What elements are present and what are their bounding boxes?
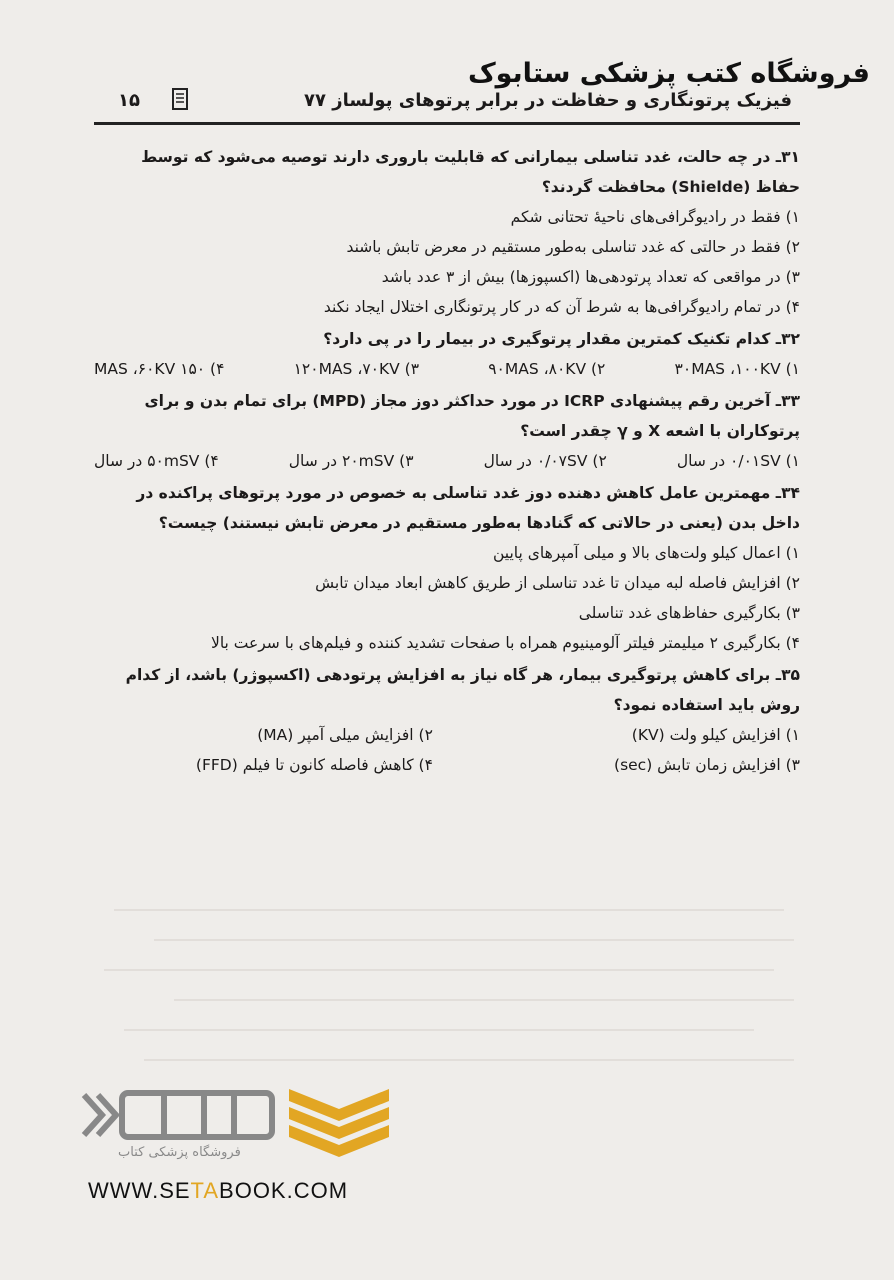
q33-options-row bbox=[94, 446, 800, 476]
question-33: ۳۳ـ آخرین رقم پیشنهادی ICRP در مورد حداکثر دوز مجاز (MPD) برای تمام بدن و برای پرتوکاران با اشعه X و γ چقدر است؟ bbox=[144, 392, 800, 440]
website-url-suffix: BOOK.COM bbox=[219, 1178, 349, 1203]
website-url-accent: TA bbox=[190, 1178, 220, 1203]
q32-option-4: ۴) ۱۵۰ MAS ،۶۰KV bbox=[94, 360, 225, 378]
question-32: ۳۲ـ کدام تکنیک کمترین مقدار پرتوگیری در بیمار را در پی دارد؟ bbox=[323, 330, 800, 348]
q32-option-2: ۲) ۹۰MAS ،۸۰KV bbox=[488, 360, 606, 378]
question-35: ۳۵ـ برای کاهش پرتوگیری بیمار، هر گاه نیاز به افزایش پرتودهی (اکسپوژر) باشد، از کدام روش باید استفاده نمود؟ bbox=[125, 666, 800, 714]
q33-option-1: ۱) ۰/۰۱SV در سال bbox=[676, 452, 800, 470]
q31-option-1: ۱) فقط در رادیوگرافی‌های ناحیهٔ تحتانی شکم bbox=[510, 208, 800, 226]
q31-option-3: ۳) در مواقعی که تعداد پرتودهی‌ها (اکسپوزها) بیش از ۳ عدد باشد bbox=[381, 268, 800, 286]
page-header bbox=[94, 84, 800, 125]
website-url bbox=[88, 1178, 348, 1204]
q34-option-3: ۳) بکارگیری حفاظ‌های غدد تناسلی bbox=[578, 604, 800, 622]
q33-option-3: ۳) ۲۰mSV در سال bbox=[288, 452, 414, 470]
q35-option-3: ۳) افزایش زمان تابش (sec) bbox=[614, 756, 800, 774]
question-34: ۳۴ـ مهمترین عامل کاهش دهنده دوز غدد تناسلی به خصوص در مورد پرتوهای پراکنده در داخل بدن (یعنی در حالاتی که گنادها به‌طور مستقیم در معرض تابش نیستند) چیست؟ bbox=[136, 484, 800, 532]
q31-option-2: ۲) فقط در حالتی که غدد تناسلی به‌طور مستقیم در معرض تابش باشند bbox=[346, 238, 800, 256]
question-31: ۳۱ـ در چه حالت، غدد تناسلی بیمارانی که قابلیت باروری دارند توصیه می‌شود که توسط حفاظ (Shielde) محافظت گردند؟ bbox=[141, 148, 800, 196]
q33-option-4: ۴) ۵۰mSV در سال bbox=[94, 452, 219, 470]
bleed-through-lines bbox=[94, 900, 800, 1080]
q35-option-1: ۱) افزایش کیلو ولت (KV) bbox=[631, 726, 800, 744]
watermark-store-name: فروشگاه کتب پزشکی ستابوک bbox=[467, 58, 870, 89]
book-icon bbox=[170, 87, 190, 111]
q33-option-2: ۲) ۰/۰۷SV در سال bbox=[483, 452, 607, 470]
logo-tagline: فروشگاه پزشکی کتاب bbox=[118, 1145, 241, 1160]
q35-option-2: ۲) افزایش میلی آمپر (MA) bbox=[257, 726, 433, 744]
q32-options-row bbox=[94, 354, 800, 384]
page-number: ۱۵ bbox=[118, 90, 140, 111]
q34-option-1: ۱) اعمال کیلو ولت‌های بالا و میلی آمپرهای پایین bbox=[492, 544, 800, 562]
q32-option-1: ۱) ۳۰MAS ،۱۰۰KV bbox=[674, 360, 800, 378]
website-url-prefix: WWW.SE bbox=[88, 1178, 191, 1203]
header-title: فیزیک پرتونگاری و حفاظت در برابر پرتوهای پولساز ۷۷ bbox=[303, 90, 792, 111]
q31-option-4: ۴) در تمام رادیوگرافی‌ها به شرط آن که در کار پرتونگاری اختلال ایجاد نکند bbox=[323, 298, 800, 316]
bleed-through-texture bbox=[94, 900, 800, 1080]
question-list bbox=[94, 140, 800, 780]
q32-option-3: ۳) ۱۲۰MAS ،۷۰KV bbox=[293, 360, 420, 378]
q35-option-4: ۴) کاهش فاصله کانون تا فیلم (FFD) bbox=[195, 756, 433, 774]
q34-option-4: ۴) بکارگیری ۲ میلیمتر فیلتر آلومینیوم همراه با صفحات تشدید کننده و فیلم‌های با سرعت بالا bbox=[210, 634, 800, 652]
q35-options-grid bbox=[94, 720, 800, 780]
q34-option-2: ۲) افزایش فاصله لبه میدان تا غدد تناسلی از طریق کاهش ابعاد میدان تابش bbox=[315, 574, 800, 592]
